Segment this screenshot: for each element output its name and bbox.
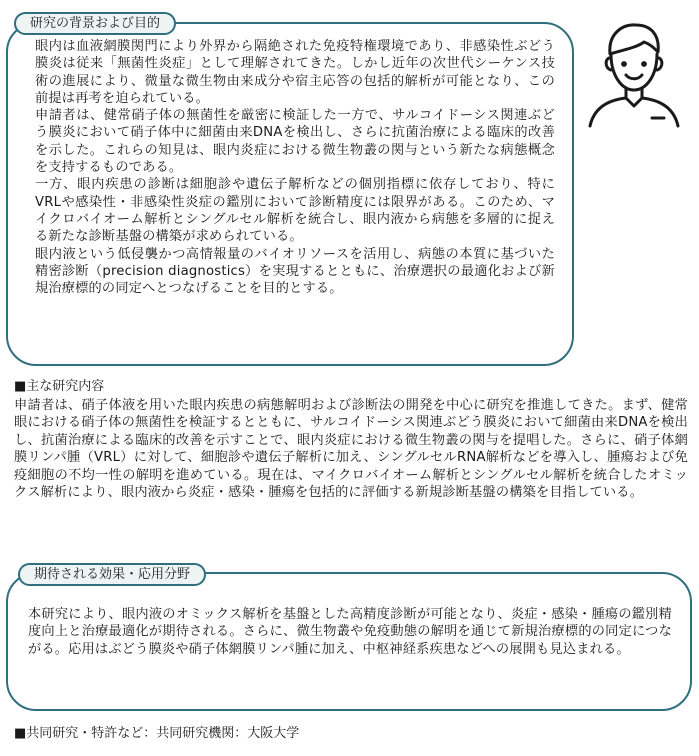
person-icon	[578, 14, 688, 134]
background-paragraph-4: 眼内液という低侵襲かつ高情報量のバイオリソースを活用し、病態の本質に基づいた精密診断（precision diagnostics）を実現するとともに、治療選択の最適化および新規治療標的の同定へとつなげることを目的とする。	[35, 246, 555, 297]
expected-effects-title: 期待される効果・応用分野	[18, 563, 206, 586]
research-content-text: 申請者は、硝子体液を用いた眼内疾患の病態解明および診断法の開発を中心に研究を推進してきた。まず、健常眼における硝子体の無菌性を検証するとともに、サルコイドーシス関連ぶどう膜炎において細菌由来DNAを検出し、抗菌治療による臨床的改善を示すことで、眼内炎症における微生物叢の関与を提唱した。さらに、硝子体網膜リンパ腫（VRL）に対して、細胞診や遺伝子解析に加え、シングルセルRNA解析などを導入し、腫瘍および免疫細胞の不均一性の解明を進めている。現在は、マイクロバイオーム解析とシングルセル解析を統合したオミックス解析により、眼内液から炎症・感染・腫瘍を包括的に評価する新規診断基盤の構築を目指している。	[14, 398, 688, 501]
research-content-heading: ■主な研究内容	[14, 379, 105, 394]
collaboration-heading: ■共同研究・特許など：共同研究機関：大阪大学	[14, 726, 300, 741]
background-paragraph-3: 一方、眼内疾患の診断は細胞診や遺伝子解析などの個別指標に依存しており、特にVRLや感染性・非感染性炎症の鑑別において診断精度には限界がある。このため、マイクロバイオーム解析とシングルセル解析を統合し、眼内液から病態を多層的に捉える新たな診断基盤の構築が求められている。	[35, 177, 555, 245]
background-paragraph-1: 眼内は血液網膜関門により外界から隔絶された免疫特権環境であり、非感染性ぶどう膜炎は従来「無菌性炎症」として理解されてきた。しかし近年の次世代シーケンス技術の進展により、微量な微生物由来成分や宿主応答の包括的解析が可能となり、この前提は再考を迫られている。	[35, 39, 555, 106]
background-section-box	[6, 22, 574, 366]
expected-effects-content	[28, 606, 672, 658]
expected-effects-box	[6, 572, 692, 711]
background-paragraph-2: 申請者は、健常硝子体の無菌性を厳密に検証した一方で、サルコイドーシス関連ぶどう膜炎において硝子体中に細菌由来DNAを検出し、さらに抗菌治療による臨床的改善を示した。これらの知見は、眼内炎症における微生物叢の関与という新たな病態概念を支持するものである。	[35, 108, 555, 176]
background-section-title: 研究の背景および目的	[14, 12, 176, 35]
expected-effects-text: 本研究により、眼内液のオミックス解析を基盤とした高精度診断が可能となり、炎症・感染・腫瘍の鑑別精度向上と治療最適化が期待される。さらに、微生物叢や免疫動態の解明を通じて新規治療標的の同定につながる。応用はぶどう膜炎や硝子体網膜リンパ腫に加え、中枢神経系疾患などへの展開も見込まれる。	[28, 607, 672, 657]
background-section-content	[35, 38, 555, 297]
